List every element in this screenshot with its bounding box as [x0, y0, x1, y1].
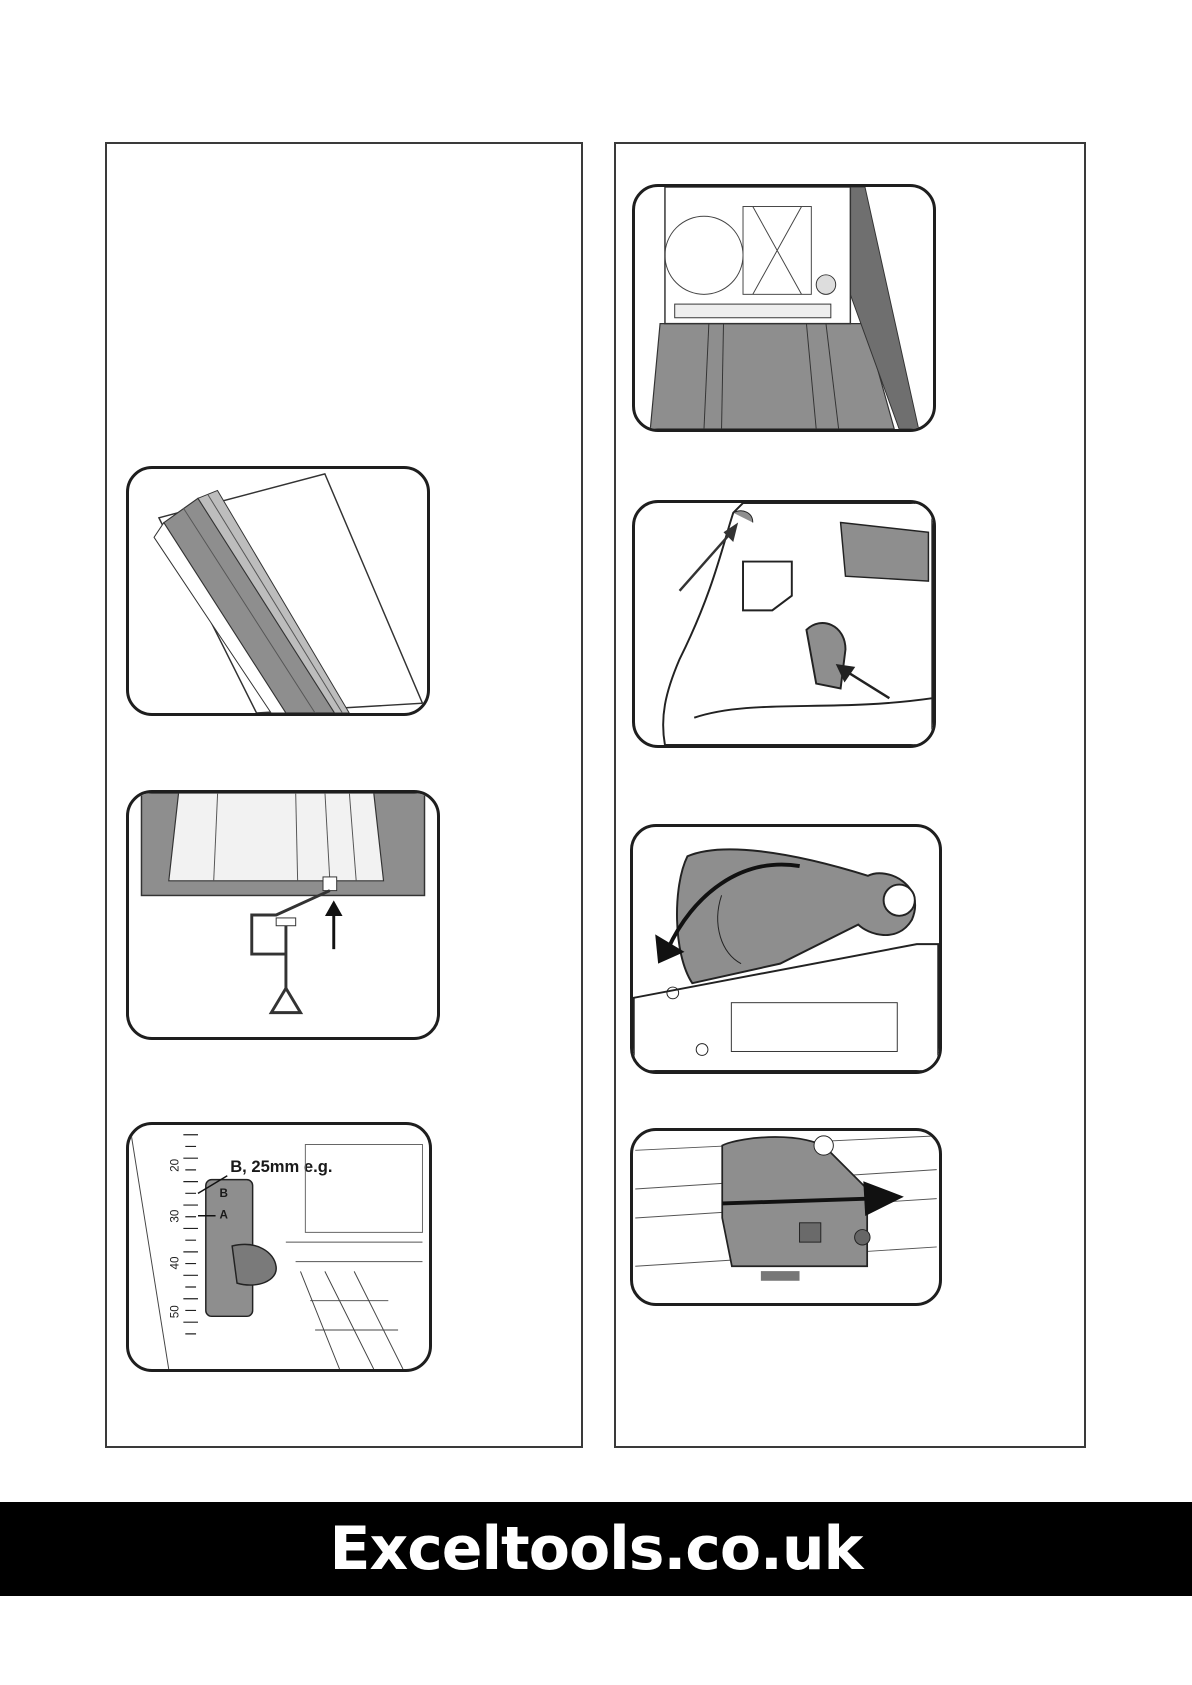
rail-clamp-illustration: [129, 793, 437, 1037]
scale-tick-40: 40: [168, 1256, 182, 1270]
depth-scale-illustration: [129, 1125, 429, 1369]
footer-band: [0, 1502, 1192, 1596]
figure-rail-on-board: [126, 466, 430, 716]
scale-mark-a: A: [219, 1208, 228, 1222]
forward-cut-illustration: [633, 1131, 939, 1303]
figure-trigger-lock: [632, 500, 936, 748]
footer-brand-link[interactable]: Exceltools.co.uk: [329, 1514, 863, 1584]
rail-on-board-illustration: [129, 469, 427, 713]
figure-depth-scale: [126, 1122, 432, 1372]
scale-tick-20: 20: [168, 1158, 182, 1172]
plunge-motion-illustration: [633, 827, 939, 1071]
figure-rail-clamp: [126, 790, 440, 1040]
left-panel: [105, 142, 583, 1448]
figure-saw-on-rail: [632, 184, 936, 432]
saw-on-rail-illustration: [635, 187, 933, 429]
trigger-lock-illustration: [635, 503, 933, 745]
right-panel: [614, 142, 1086, 1448]
scale-annotation: B, 25mm e.g.: [230, 1156, 333, 1176]
scale-mark-b: B: [219, 1187, 228, 1201]
figure-forward-cut: [630, 1128, 942, 1306]
scale-tick-50: 50: [168, 1305, 182, 1319]
figure-plunge-motion: [630, 824, 942, 1074]
scale-tick-30: 30: [168, 1209, 182, 1223]
